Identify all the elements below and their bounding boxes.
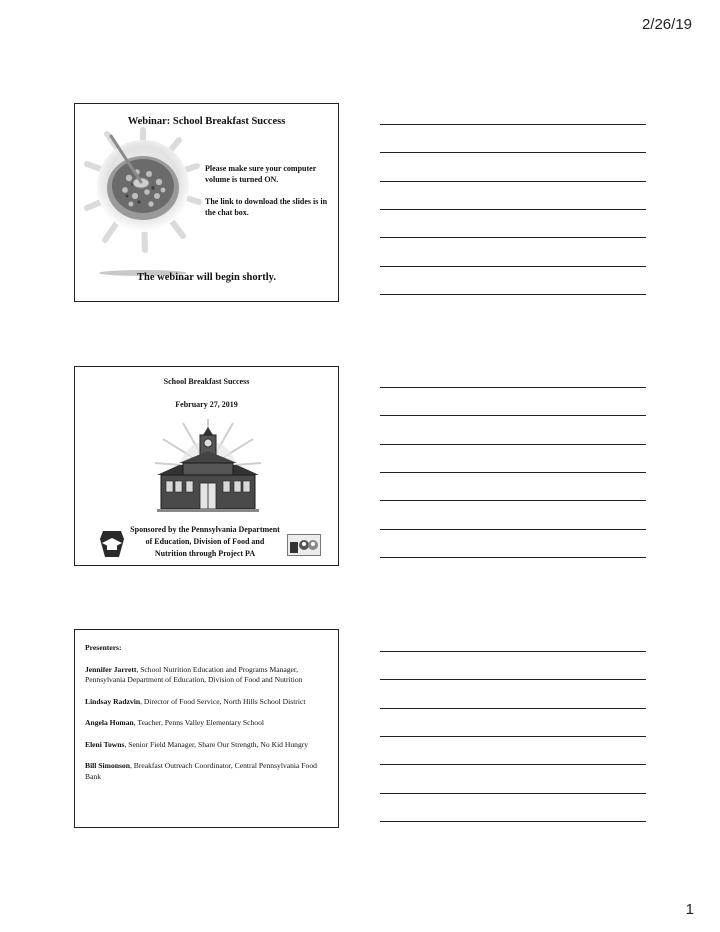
slide-2-title: School Breakfast Success [163,377,250,386]
note-line [380,708,646,709]
presenter-entry [85,697,328,708]
presenter-role: , School Nutrition Education and Programs Manager, Pennsylvania Department of Education, Division of Food and Nutrition [85,664,303,684]
note-line [380,266,646,267]
note-line [380,237,646,238]
presenter-role: , Director of Food Service, North Hills School District [140,696,306,706]
slide-2-date: February 27, 2019 [175,400,238,409]
note-line [380,209,646,210]
note-line [380,415,646,416]
presenter-name: Lindsay Radzvin [85,696,141,706]
note-line [380,124,646,125]
note-line [380,557,646,558]
note-line [380,793,646,794]
cereal-bowl-illustration [79,126,204,276]
slide-1-title: Webinar: School Breakfast Success [127,116,286,127]
sponsor-text: Sponsored by the Pennsylvania Department of Education, Division of Food and Nutrition through Project PA [130,525,280,558]
note-line [380,294,646,295]
presenter-name: Bill Simonson [85,761,130,770]
note-line [380,500,646,501]
note-line [380,472,646,473]
note-line [380,152,646,153]
note-line [380,679,646,680]
note-line [380,387,646,388]
presenter-entry [85,740,328,751]
presenter-role: , Teacher, Penns Valley Elementary School [133,718,264,727]
presenter-role: , Senior Field Manager, Share Our Strength, No Kid Hungry [124,739,309,749]
note-line [380,181,646,182]
note-line [380,764,646,765]
presenters-heading: Presenters: [85,643,122,652]
presenter-entry [85,718,328,729]
presenter-entry [85,761,328,782]
presenter-name: Jennifer Jarrett [85,664,137,674]
project-pa-logo [287,534,321,556]
presenter-name: Eleni Towns [85,739,125,749]
note-line [380,529,646,530]
handout-date: 2/26/19 [641,16,692,33]
note-line [380,444,646,445]
presenter-entry [85,665,328,686]
slide-2 [74,366,339,566]
slide-1 [74,103,339,302]
page-number: 1 [685,901,694,918]
webinar-start-notice: The webinar will begin shortly. [137,272,276,283]
schoolhouse-illustration [153,417,263,513]
note-line [380,651,646,652]
note-line [380,821,646,822]
volume-notice: Please make sure your computer volume is turned ON. [205,164,317,184]
slides-link-notice: The link to download the slides is in the chat box. [205,197,328,217]
note-line [380,736,646,737]
slide-3 [74,629,339,828]
presenter-name: Angela Homan [85,718,134,727]
presenter-role: , Breakfast Outreach Coordinator, Central Pennsylvania Food Bank [85,761,317,781]
keystone-logo [97,529,127,559]
